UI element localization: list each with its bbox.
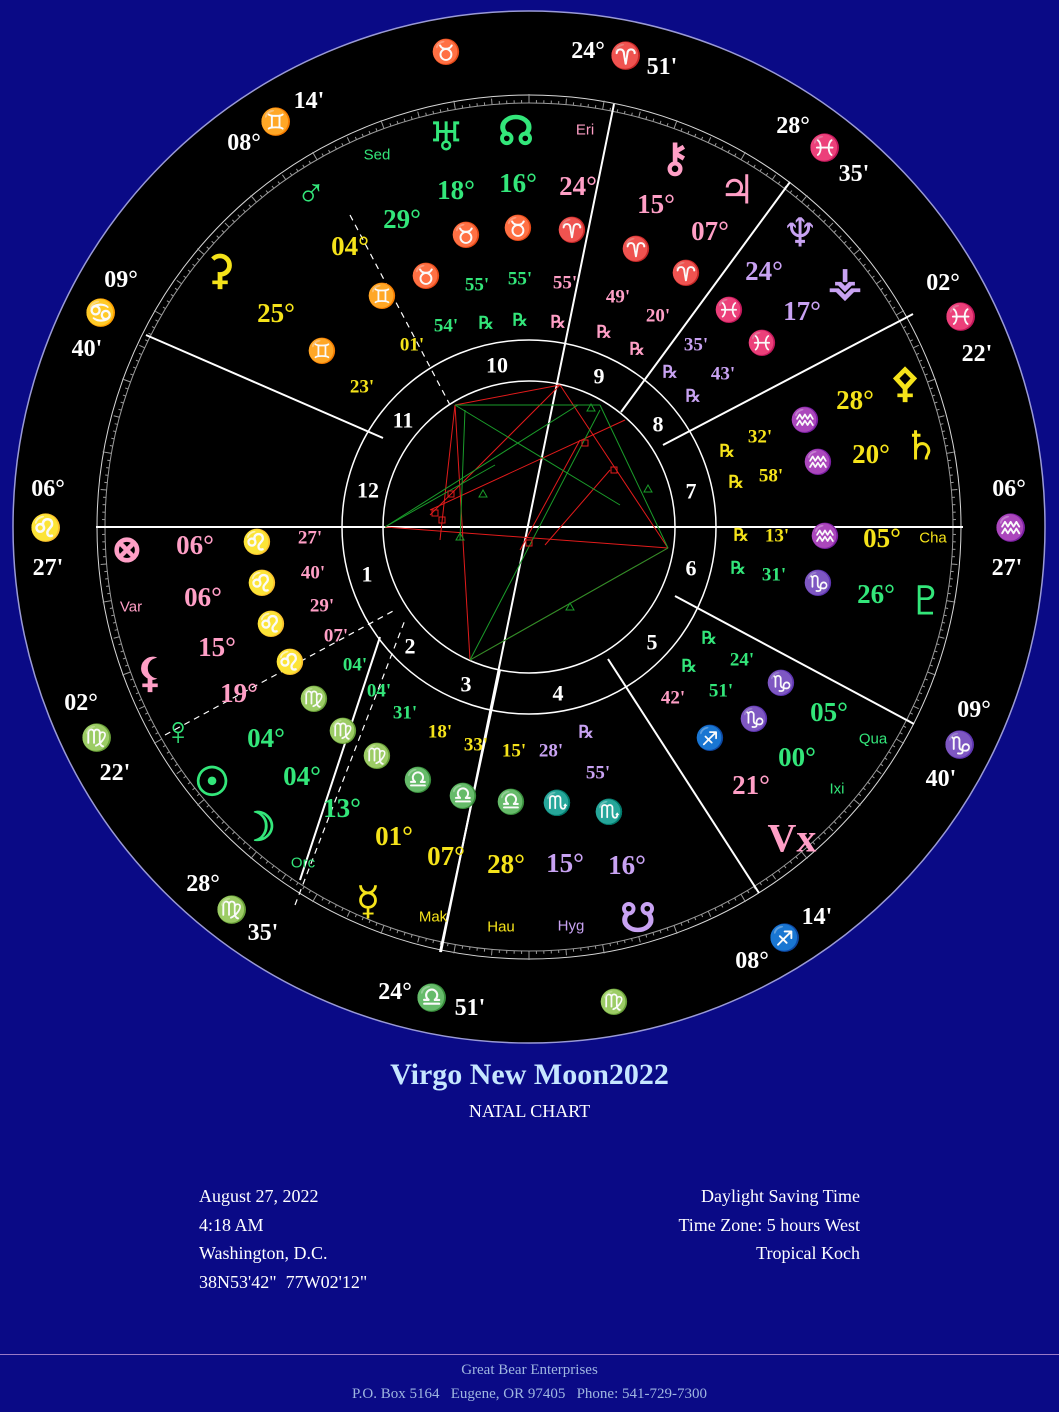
venus-degree: 04° [247, 723, 285, 753]
neptune-retrograde: ℞ [662, 362, 678, 382]
vertex-degree: 21° [732, 770, 770, 800]
lilith-degree: 19° [220, 678, 258, 708]
cusp-sign: ♎ [415, 983, 449, 1013]
moon-minute: 31' [392, 702, 418, 724]
cusp-sign: ♑ [943, 730, 977, 760]
pluto-degree: 26° [857, 579, 895, 609]
time-zone: Time Zone: 5 hours West [678, 1214, 860, 1235]
degree-tick [101, 490, 107, 491]
degree-tick [617, 109, 618, 112]
quaoar-minute: 24' [729, 649, 755, 671]
intercepted-sign-taurus: ♉ [431, 40, 461, 66]
saturn-degree: 20° [852, 439, 890, 469]
jupiter-degree: 07° [691, 216, 729, 246]
vertex-sign: ♐ [695, 726, 725, 752]
degree-tick [492, 949, 493, 955]
cusp-degree: 28° [186, 871, 220, 897]
sun-glyph: ☉ [194, 759, 230, 805]
cusp-degree: 24° [571, 38, 605, 64]
cusp-minute: 40' [925, 766, 957, 792]
degree-tick [617, 942, 618, 945]
house-number-10: 10 [486, 352, 508, 378]
house-number-2: 2 [404, 633, 416, 659]
moon-degree: 13° [323, 793, 361, 823]
chiron-retrograde: ℞ [596, 322, 612, 342]
degree-tick [624, 940, 625, 943]
varuna-degree: 15° [198, 632, 236, 662]
house-number-4: 4 [552, 680, 564, 706]
body-label-eri: Eri [575, 121, 595, 139]
chariklo-retrograde: ℞ [733, 525, 749, 545]
cusp-sign: ♍ [215, 895, 249, 925]
uranus-glyph: ♅ [428, 114, 464, 160]
jupiter-retrograde: ℞ [629, 339, 645, 359]
lilith-sign: ♌ [275, 650, 305, 676]
mars-glyph: ♂ [296, 170, 326, 216]
cusp-minute: 51' [646, 54, 678, 80]
chiron-sign: ♈ [621, 237, 651, 263]
company-address: P.O. Box 5164 Eugene, OR 97405 Phone: 541-729-7300 [352, 1386, 707, 1402]
body-label-sed: Sed [363, 146, 391, 164]
mercury-degree: 07° [427, 841, 465, 871]
pallas-minute: 32' [747, 426, 773, 448]
degree-tick [951, 490, 957, 491]
hygiea-retrograde: ℞ [578, 722, 594, 742]
date: August 27, 2022 [199, 1186, 319, 1206]
chiron-minute: 49' [605, 286, 631, 308]
degree-tick [426, 938, 427, 941]
pluto-sign: ♑ [803, 571, 833, 597]
cusp-degree: 08° [227, 130, 261, 156]
cusp-minute: 22' [99, 760, 131, 786]
chart-subtitle: NATAL CHART [468, 1101, 591, 1121]
cusp-sign: ♋ [84, 298, 118, 328]
cusp-sign: ♐ [768, 923, 802, 953]
chart-settings [678, 1182, 860, 1268]
quaoar-sign: ♑ [766, 671, 796, 697]
cusp-minute: 51' [454, 995, 486, 1021]
degree-tick [111, 615, 114, 616]
intercepted-sign-virgo: ♍ [599, 990, 629, 1016]
vesta-degree: 17° [783, 296, 821, 326]
lilith-glyph: ⚸ [135, 650, 165, 696]
degree-tick [610, 943, 611, 946]
ascendant-minute: 40' [300, 562, 326, 584]
sun-minute: 04' [366, 680, 392, 702]
house-number-3: 3 [460, 671, 472, 697]
vesta-retrograde: ℞ [685, 386, 701, 406]
body-label-cha: Cha [919, 529, 947, 547]
cusp-minute: 27' [991, 555, 1023, 581]
hygiea-degree: 16° [608, 850, 646, 880]
sun-degree: 04° [283, 761, 321, 791]
degree-tick [115, 630, 118, 631]
house-number-7: 7 [685, 478, 697, 504]
mars-2-sign: ♊ [367, 284, 397, 310]
makemake-minute: 15' [501, 740, 527, 762]
cusp-sign: ♍ [80, 723, 114, 753]
place: Washington, D.C. [199, 1243, 328, 1264]
body-label-mak: Mak [418, 908, 448, 926]
moon-glyph: ☽ [240, 804, 276, 850]
makemake-degree: 28° [487, 849, 525, 879]
vesta-minute: 43' [710, 363, 736, 385]
cusp-degree: 28° [776, 113, 810, 139]
mercury-sign: ♎ [448, 784, 478, 810]
degree-tick [113, 431, 116, 432]
company-name: Great Bear Enterprises [461, 1362, 598, 1378]
neptune-glyph: ♆ [782, 210, 818, 256]
chiron-degree: 15° [637, 189, 675, 219]
venus-minute: 04' [342, 654, 368, 676]
cusp-sign: ♌ [29, 513, 63, 543]
degree-tick [610, 108, 611, 111]
haumea-minute: 28' [538, 740, 564, 762]
north-node-retrograde: ℞ [512, 310, 528, 330]
vesta-glyph: ⚶ [828, 259, 862, 305]
degree-tick [426, 113, 427, 116]
mars-degree: 29° [383, 204, 421, 234]
vertex-minute: 42' [660, 687, 686, 709]
chariklo-minute: 13' [764, 525, 790, 547]
fortune-degree: 06° [176, 530, 214, 560]
degree-tick [942, 431, 945, 432]
neptune-minute: 35' [683, 334, 709, 356]
chiron-glyph: ⚷ [660, 135, 690, 181]
eris-minute: 55' [552, 272, 578, 294]
cusp-minute: 40' [71, 336, 103, 362]
cusp-sign: ♓ [808, 133, 842, 163]
uranus-sign: ♉ [451, 223, 481, 249]
cusp-sign: ♓ [944, 302, 978, 332]
degree-tick [624, 111, 625, 114]
north-node-minute: 55' [507, 268, 533, 290]
ixion-sign: ♑ [739, 707, 769, 733]
mars-minute: 54' [433, 315, 459, 337]
jupiter-minute: 20' [645, 305, 671, 327]
cusp-minute: 35' [247, 920, 279, 946]
ixion-minute: 51' [708, 680, 734, 702]
cusp-minute: 14' [801, 904, 833, 930]
north-node-glyph: ☊ [498, 108, 534, 154]
dst-note: Daylight Saving Time [700, 1186, 860, 1206]
orcus-sign: ♎ [403, 768, 433, 794]
coordinates: 38N53'42" 77W02'12" [199, 1272, 368, 1293]
saturn-sign: ♒ [803, 450, 833, 476]
pallas-sign: ♒ [790, 408, 820, 434]
moon-sign: ♍ [362, 744, 392, 770]
house-system: Tropical Koch [756, 1243, 860, 1264]
degree-tick [566, 99, 567, 105]
degree-tick [632, 113, 633, 116]
cusp-minute: 22' [961, 341, 993, 367]
mercury-glyph: ☿ [355, 878, 381, 924]
pluto-minute: 31' [761, 564, 787, 586]
cusp-minute: 27' [32, 555, 64, 581]
haumea-sign: ♏ [542, 791, 572, 817]
cusp-sign: ♈ [609, 41, 643, 71]
chariklo-degree: 05° [863, 523, 901, 553]
vesta-sign: ♓ [747, 331, 777, 357]
cusp-degree: 02° [926, 270, 960, 296]
ceres-degree: 25° [257, 298, 295, 328]
degree-tick [113, 622, 116, 623]
ixion-retrograde: ℞ [681, 656, 697, 676]
degree-tick [945, 608, 948, 609]
degree-tick [944, 438, 947, 439]
orcus-degree: 01° [375, 821, 413, 851]
hygiea-sign: ♏ [594, 800, 624, 826]
eris-sign: ♈ [557, 218, 587, 244]
uranus-retrograde: ℞ [478, 313, 494, 333]
degree-tick [115, 424, 118, 425]
degree-tick [110, 608, 113, 609]
haumea-degree: 15° [546, 848, 584, 878]
sun-sign: ♍ [328, 719, 358, 745]
hygiea-minute: 55' [585, 762, 611, 784]
cusp-sign: ♊ [259, 107, 293, 137]
chart-title: Virgo New Moon2022 [390, 1058, 669, 1091]
ixion-degree: 00° [778, 742, 816, 772]
degree-tick [940, 424, 943, 425]
body-label-hau: Hau [487, 918, 515, 936]
north-node-sign: ♉ [503, 216, 533, 242]
varuna-minute: 29' [309, 595, 335, 617]
footer [0, 1354, 1059, 1412]
body-label-orc: Orc [290, 854, 316, 872]
house-number-5: 5 [646, 629, 658, 655]
degree-tick [111, 438, 114, 439]
degree-tick [492, 99, 493, 105]
degree-tick [101, 564, 107, 565]
ceres-sign: ♊ [307, 339, 337, 365]
degree-tick [566, 949, 567, 955]
degree-tick [944, 615, 947, 616]
fortune-sign: ♌ [242, 530, 272, 556]
house-number-12: 12 [357, 477, 379, 503]
cusp-degree: 06° [31, 476, 65, 502]
degree-tick [110, 446, 113, 447]
venus-sign: ♍ [299, 687, 329, 713]
lilith-minute: 07' [323, 625, 349, 647]
degree-tick [448, 108, 449, 111]
north-node-degree: 16° [499, 168, 537, 198]
jupiter-sign: ♈ [671, 261, 701, 287]
eris-degree: 24° [559, 171, 597, 201]
pallas-retrograde: ℞ [719, 441, 735, 461]
degree-tick [433, 111, 434, 114]
south-node-glyph: ☋ [620, 895, 656, 941]
uranus-degree: 18° [437, 175, 475, 205]
orcus-minute: 18' [427, 721, 453, 743]
quaoar-retrograde: ℞ [701, 628, 717, 648]
body-label-hyg: Hyg [557, 917, 585, 935]
venus-glyph: ♀ [163, 708, 193, 754]
body-label-var: Var [119, 598, 143, 616]
birth-details [199, 1182, 367, 1297]
pluto-glyph: ♇ [908, 578, 944, 624]
varuna-sign: ♌ [256, 612, 286, 638]
degree-tick [433, 940, 434, 943]
neptune-sign: ♓ [714, 298, 744, 324]
cusp-degree: 06° [992, 476, 1026, 502]
ceres-glyph: ⚳ [205, 247, 235, 293]
mars-sign: ♉ [411, 264, 441, 290]
vertex-glyph: Vx [767, 815, 817, 861]
ascendant-degree: 06° [184, 582, 222, 612]
eris-retrograde: ℞ [550, 312, 566, 332]
body-label-ixi: Ixi [829, 780, 845, 798]
house-number-6: 6 [685, 555, 697, 581]
mars-2-degree: 04° [331, 231, 369, 261]
saturn-minute: 58' [758, 465, 784, 487]
neptune-degree: 24° [745, 256, 783, 286]
house-number-9: 9 [593, 363, 605, 389]
house-number-8: 8 [652, 411, 664, 437]
degree-tick [448, 943, 449, 946]
cusp-minute: 14' [293, 88, 325, 114]
quaoar-degree: 05° [810, 697, 848, 727]
cusp-sign: ♒ [994, 513, 1028, 543]
pallas-glyph: ⚴ [890, 360, 920, 406]
house-number-11: 11 [392, 407, 414, 433]
jupiter-glyph: ♃ [719, 167, 755, 213]
degree-tick [951, 564, 957, 565]
cusp-degree: 09° [957, 697, 991, 723]
mercury-minute: 33' [463, 734, 489, 756]
mars-2-minute: 01' [399, 334, 425, 356]
time: 4:18 AM [199, 1214, 264, 1235]
fortune-glyph: ⊗ [110, 526, 144, 572]
cusp-degree: 02° [64, 690, 98, 716]
uranus-minute: 55' [464, 274, 490, 296]
cusp-degree: 24° [378, 979, 412, 1005]
body-label-qua: Qua [858, 730, 888, 748]
pallas-degree: 28° [836, 385, 874, 415]
degree-tick [940, 630, 943, 631]
cusp-degree: 08° [735, 948, 769, 974]
pluto-retrograde: ℞ [730, 558, 746, 578]
fortune-minute: 27' [297, 527, 323, 549]
saturn-glyph: ♄ [903, 423, 939, 469]
ascendant-sign: ♌ [247, 571, 277, 597]
makemake-sign: ♎ [496, 790, 526, 816]
degree-tick [440, 109, 441, 112]
saturn-retrograde: ℞ [728, 472, 744, 492]
chariklo-sign: ♒ [810, 524, 840, 550]
cusp-degree: 09° [104, 267, 138, 293]
cusp-minute: 35' [838, 161, 870, 187]
degree-tick [945, 446, 948, 447]
ceres-minute: 23' [349, 376, 375, 398]
house-number-1: 1 [361, 561, 373, 587]
